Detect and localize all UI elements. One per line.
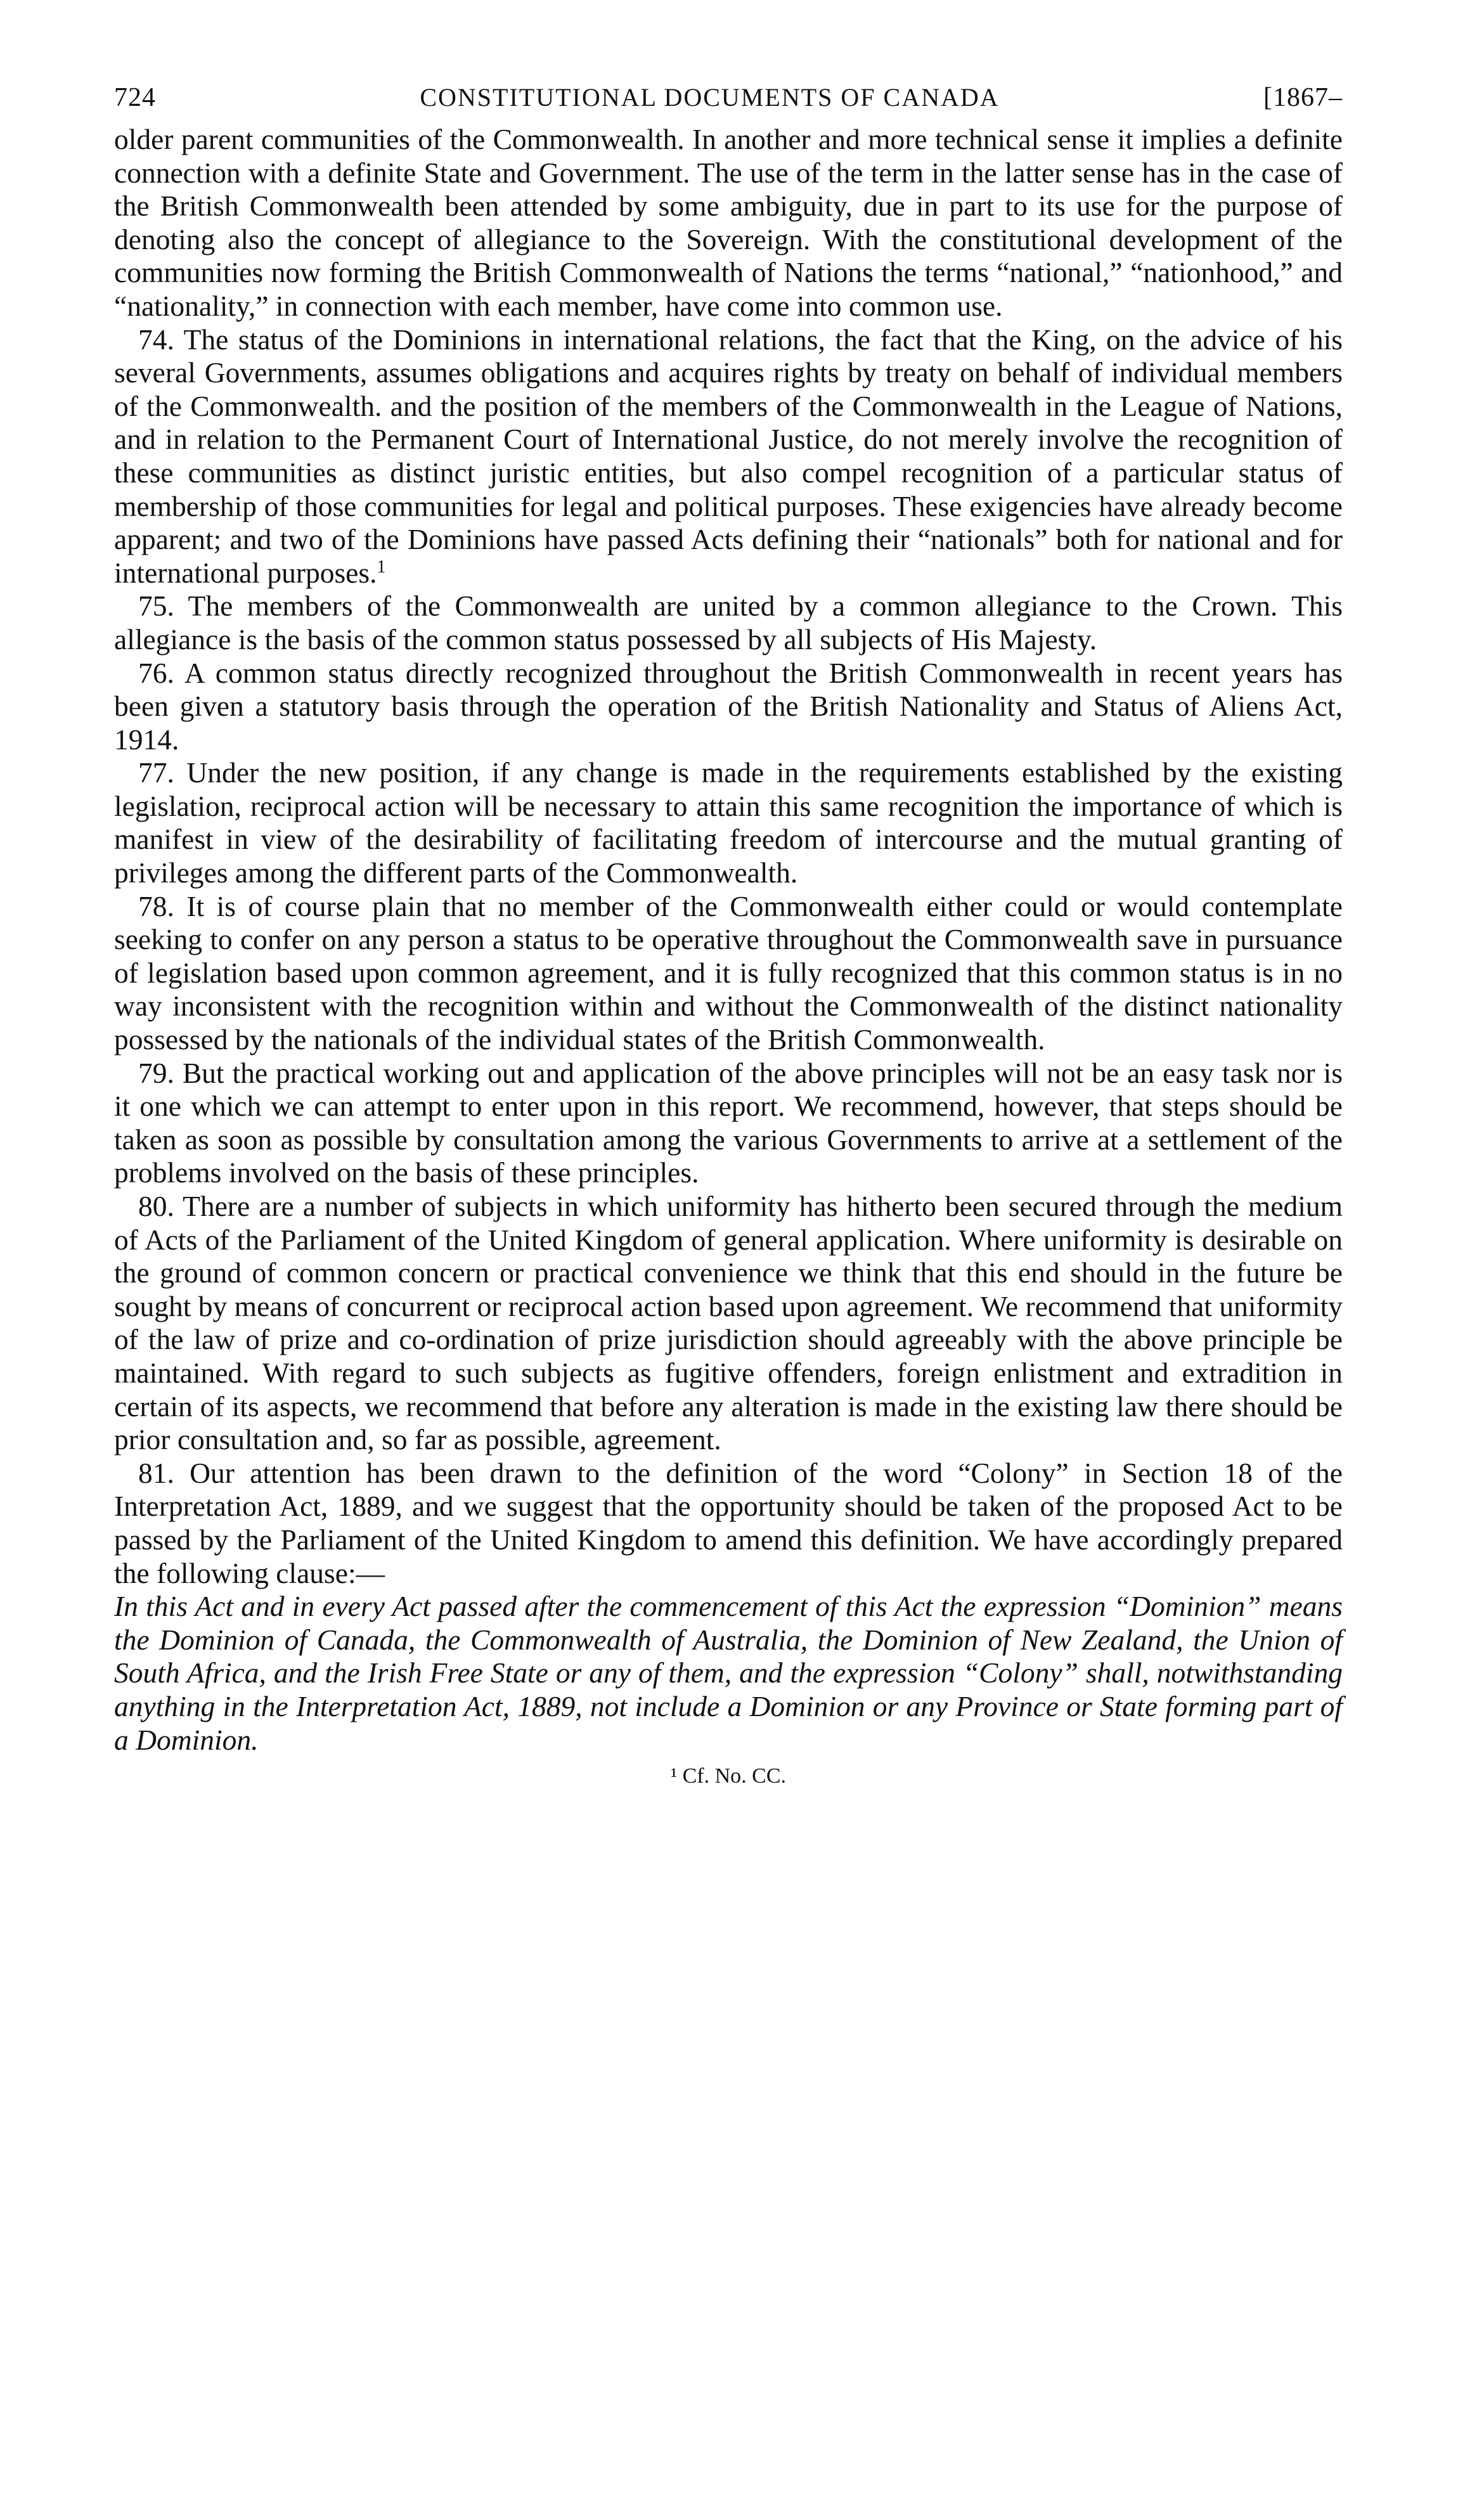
footnote-marker: 1 [377, 557, 386, 577]
paragraph-79: 79. But the practical working out and application of the above principles will not be an easy task nor is it one which we can attempt to enter upon in this report. We recommend, however, that steps should be taken as soon as possible by consultation among the various Governments to arrive at a settlement of the problems involved on the basis of these principles. [114, 1056, 1343, 1189]
paragraph-76: 76. A common status directly recognized throughout the British Commonwealth in recent years has been given a statutory basis through the operation of the British Nationality and Status of Aliens Act, 1914. [114, 656, 1343, 756]
paragraph-75: 75. The members of the Commonwealth are united by a common allegiance to the Crown. This allegiance is the basis of the common status possessed by all subjects of His Majesty. [114, 590, 1343, 655]
document-page [114, 82, 1343, 1788]
paragraph-78: 78. It is of course plain that no member of the Commonwealth either could or would contemplate seeking to confer on any person a status to be operative throughout the Commonwealth save in pursuance of legislation based upon common agreement, and it is fully recognized that this common status is in no way inconsistent with the recognition within and without the Commonwealth of the distinct nationality possessed by the nationals of the individual states of the British Commonwealth. [114, 889, 1343, 1056]
running-title: CONSTITUTIONAL DOCUMENTS OF CANADA [420, 83, 1000, 112]
page-number: 724 [114, 83, 156, 112]
paragraph-74 [114, 323, 1343, 590]
paragraph-80: 80. There are a number of subjects in which uniformity has hitherto been secured through the medium of Acts of the Parliament of the United Kingdom of general application. Where uniformity is desirable on the ground of common concern or practical convenience we think that this end should in the future be sought by means of concurrent or reciprocal action based upon agreement. We recommend that uniformity of the law of prize and co-ordination of prize jurisdiction should agreeably with the above principle be maintained. With regard to such subjects as fugitive offenders, foreign enlistment and extradition in certain of its aspects, we recommend that before any alteration is made in the existing law there should be prior consultation and, so far as possible, agreement. [114, 1190, 1343, 1456]
paragraph-77: 77. Under the new position, if any change is made in the requirements established by the existing legislation, reciprocal action will be necessary to attain this same recognition the importance of which is manifest in view of the desirability of facilitating freedom of intercourse and the mutual granting of privileges among the different parts of the Commonwealth. [114, 756, 1343, 889]
paragraph-continued: older parent communities of the Commonwealth. In another and more technical sense it implies a definite connection with a definite State and Government. The use of the term in the latter sense has in the case of the British Commonwealth been attended by some ambiguity, due in part to its use for the purpose of denoting also the concept of allegiance to the Sovereign. With the constitutional development of the communities now forming the British Commonwealth of Nations the terms “national,” “nationhood,” and “nationality,” in connection with each member, have come into common use. [114, 123, 1343, 322]
running-header [114, 82, 1343, 123]
running-year: [1867– [1263, 83, 1343, 112]
paragraph-81: 81. Our attention has been drawn to the definition of the word “Colony” in Section 18 of the Interpretation Act, 1889, and we suggest that the opportunity should be taken of the proposed Act to be passed by the Parliament of the United Kingdom to amend this definition. We have accordingly prepared the following clause:— [114, 1456, 1343, 1589]
paragraph-74-text: 74. The status of the Dominions in international relations, the fact that the King, on the advice of his several Governments, assumes obligations and acquires rights by treaty on behalf of individual members of the Commonwealth. and the position of the members of the Commonwealth in the League of Nations, and in relation to the Permanent Court of International Justice, do not merely involve the recognition of these communities as distinct juristic entities, but also compel recognition of a particular status of membership of those communities for legal and political purposes. These exigencies have already become apparent; and two of the Dominions have passed Acts defining their “nationals” both for national and for international purposes. [114, 323, 1343, 589]
footnote: ¹ Cf. No. CC. [670, 1764, 787, 1788]
proposed-clause-quote: In this Act and in every Act passed after the commencement of this Act the expression “Dominion” means the Dominion of Canada, the Commonwealth of Australia, the Dominion of New Zealand, the Union of South Africa, and the Irish Free State or any of them, and the expression “Colony” shall, notwithstanding anything in the Interpretation Act, 1889, not include a Dominion or any Province or State forming part of a Dominion. [114, 1590, 1343, 1756]
page-body [114, 123, 1343, 1757]
